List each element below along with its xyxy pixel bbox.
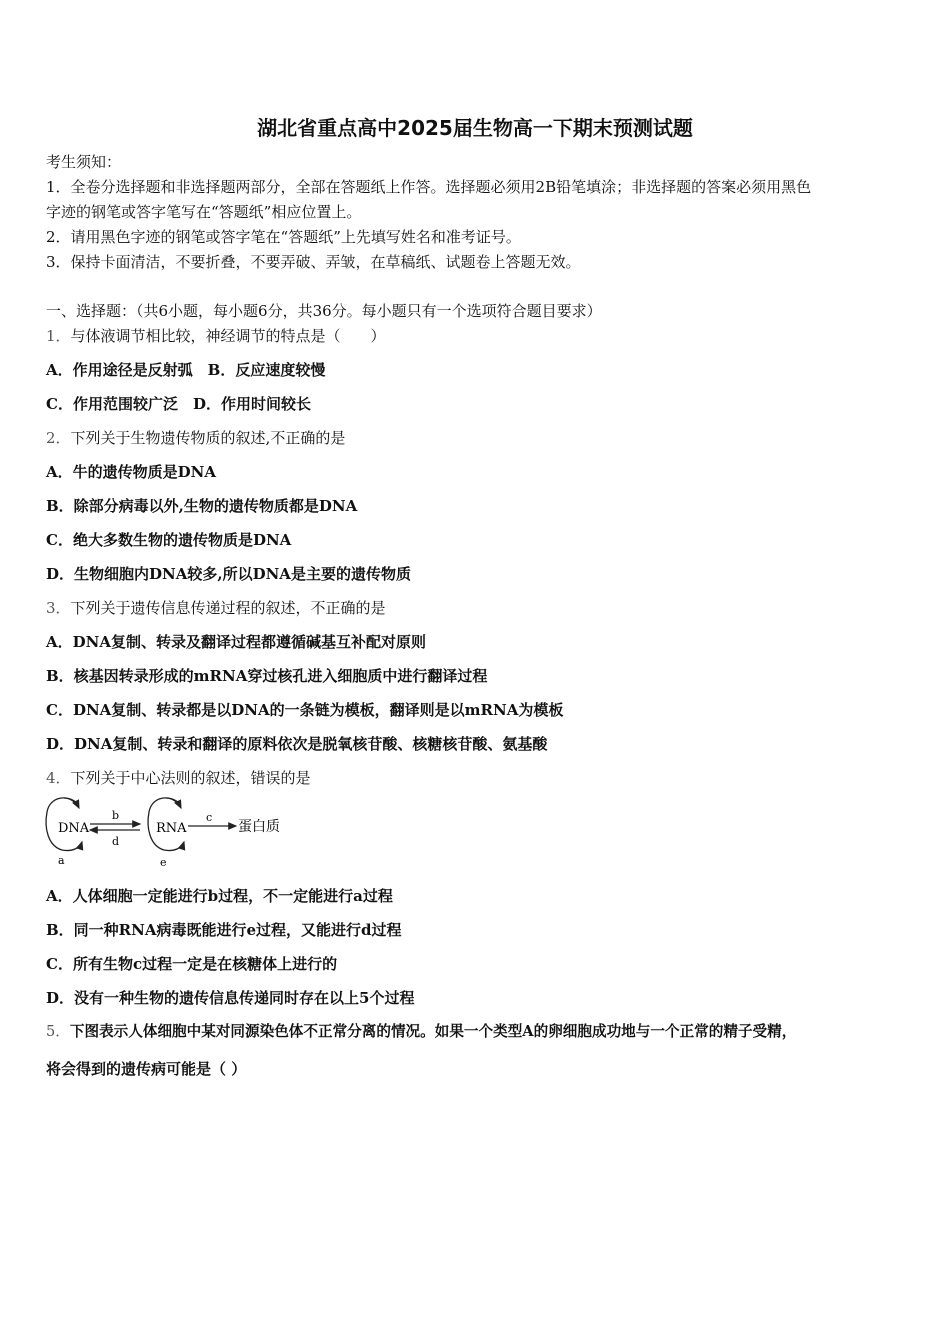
- question-number: 5．: [46, 1023, 70, 1040]
- question-number: 2．: [46, 429, 71, 447]
- label-b: b: [112, 809, 120, 822]
- protein-label: 蛋白质: [238, 819, 280, 835]
- question-4-option: B．同一种RNA病毒既能进行e过程，又能进行d过程: [46, 921, 402, 939]
- question-2-option: B．除部分病毒以外,生物的遗传物质都是DNA: [46, 497, 358, 515]
- question-5-stem-continued: 将会得到的遗传病可能是（ ）: [46, 1060, 247, 1078]
- question-text: 下列关于遗传信息传递过程的叙述，不正确的是: [70, 599, 386, 617]
- question-2-stem: [46, 428, 345, 448]
- question-text: 下列关于生物遗传物质的叙述,不正确的是: [70, 429, 346, 447]
- label-d: d: [112, 835, 120, 848]
- notice-heading: 考生须知：: [46, 153, 122, 171]
- question-3-stem: [46, 598, 386, 618]
- notice-item: 2．请用黑色字迹的钢笔或答字笔在“答题纸”上先填写姓名和准考证号。: [46, 228, 521, 246]
- question-3-option: C．DNA复制、转录都是以DNA的一条链为模板，翻译则是以mRNA为模板: [46, 701, 564, 719]
- central-dogma-diagram: [42, 794, 292, 868]
- question-2-option: A．牛的遗传物质是DNA: [46, 463, 216, 481]
- question-4-option: A．人体细胞一定能进行b过程，不一定能进行a过程: [46, 887, 393, 905]
- question-2-option: C．绝大多数生物的遗传物质是DNA: [46, 531, 292, 549]
- question-text: 下图表示人体细胞中某对同源染色体不正常分离的情况。如果一个类型A的卵细胞成功地与一个正常的精子受精，: [69, 1023, 797, 1040]
- question-3-option: A．DNA复制、转录及翻译过程都遵循碱基互补配对原则: [46, 633, 426, 651]
- question-5-stem: [46, 1022, 796, 1042]
- notice-item: 3．保持卡面清洁，不要折叠，不要弄破、弄皱，在草稿纸、试题卷上答题无效。: [46, 253, 581, 271]
- notice-item: 1．全卷分选择题和非选择题两部分，全部在答题纸上作答。选择题必须用2B铅笔填涂；非选择题的答案必须用黑色: [46, 178, 812, 196]
- label-c: c: [206, 811, 213, 824]
- question-number: 3．: [46, 599, 71, 617]
- question-text: 与体液调节相比较，神经调节的特点是（ ）: [70, 327, 386, 345]
- page-title: 湖北省重点高中2025届生物高一下期末预测试题: [257, 116, 693, 140]
- question-1-option: A．作用途径是反射弧 B．反应速度较慢: [46, 361, 326, 379]
- question-number: 4．: [46, 769, 71, 787]
- question-1-stem: [46, 326, 386, 346]
- label-a: a: [58, 854, 65, 867]
- question-1-option: C．作用范围较广泛 D．作用时间较长: [46, 395, 311, 413]
- label-e: e: [160, 856, 167, 868]
- question-4-option: D．没有一种生物的遗传信息传递同时存在以上5个过程: [46, 989, 415, 1007]
- question-3-option: B．核基因转录形成的mRNA穿过核孔进入细胞质中进行翻译过程: [46, 667, 488, 685]
- question-text: 下列关于中心法则的叙述，错误的是: [70, 769, 311, 787]
- notice-item: 字迹的钢笔或答字笔写在“答题纸”相应位置上。: [46, 203, 362, 221]
- question-3-option: D．DNA复制、转录和翻译的原料依次是脱氧核苷酸、核糖核苷酸、氨基酸: [46, 735, 548, 753]
- question-number: 1．: [46, 327, 71, 345]
- rna-label: RNA: [156, 821, 187, 836]
- question-4-option: C．所有生物c过程一定是在核糖体上进行的: [46, 955, 338, 973]
- dna-label: DNA: [58, 821, 90, 836]
- section-heading: 一、选择题：（共6小题，每小题6分，共36分。每小题只有一个选项符合题目要求）: [46, 302, 602, 320]
- question-4-stem: [46, 768, 311, 788]
- question-2-option: D．生物细胞内DNA较多,所以DNA是主要的遗传物质: [46, 565, 411, 583]
